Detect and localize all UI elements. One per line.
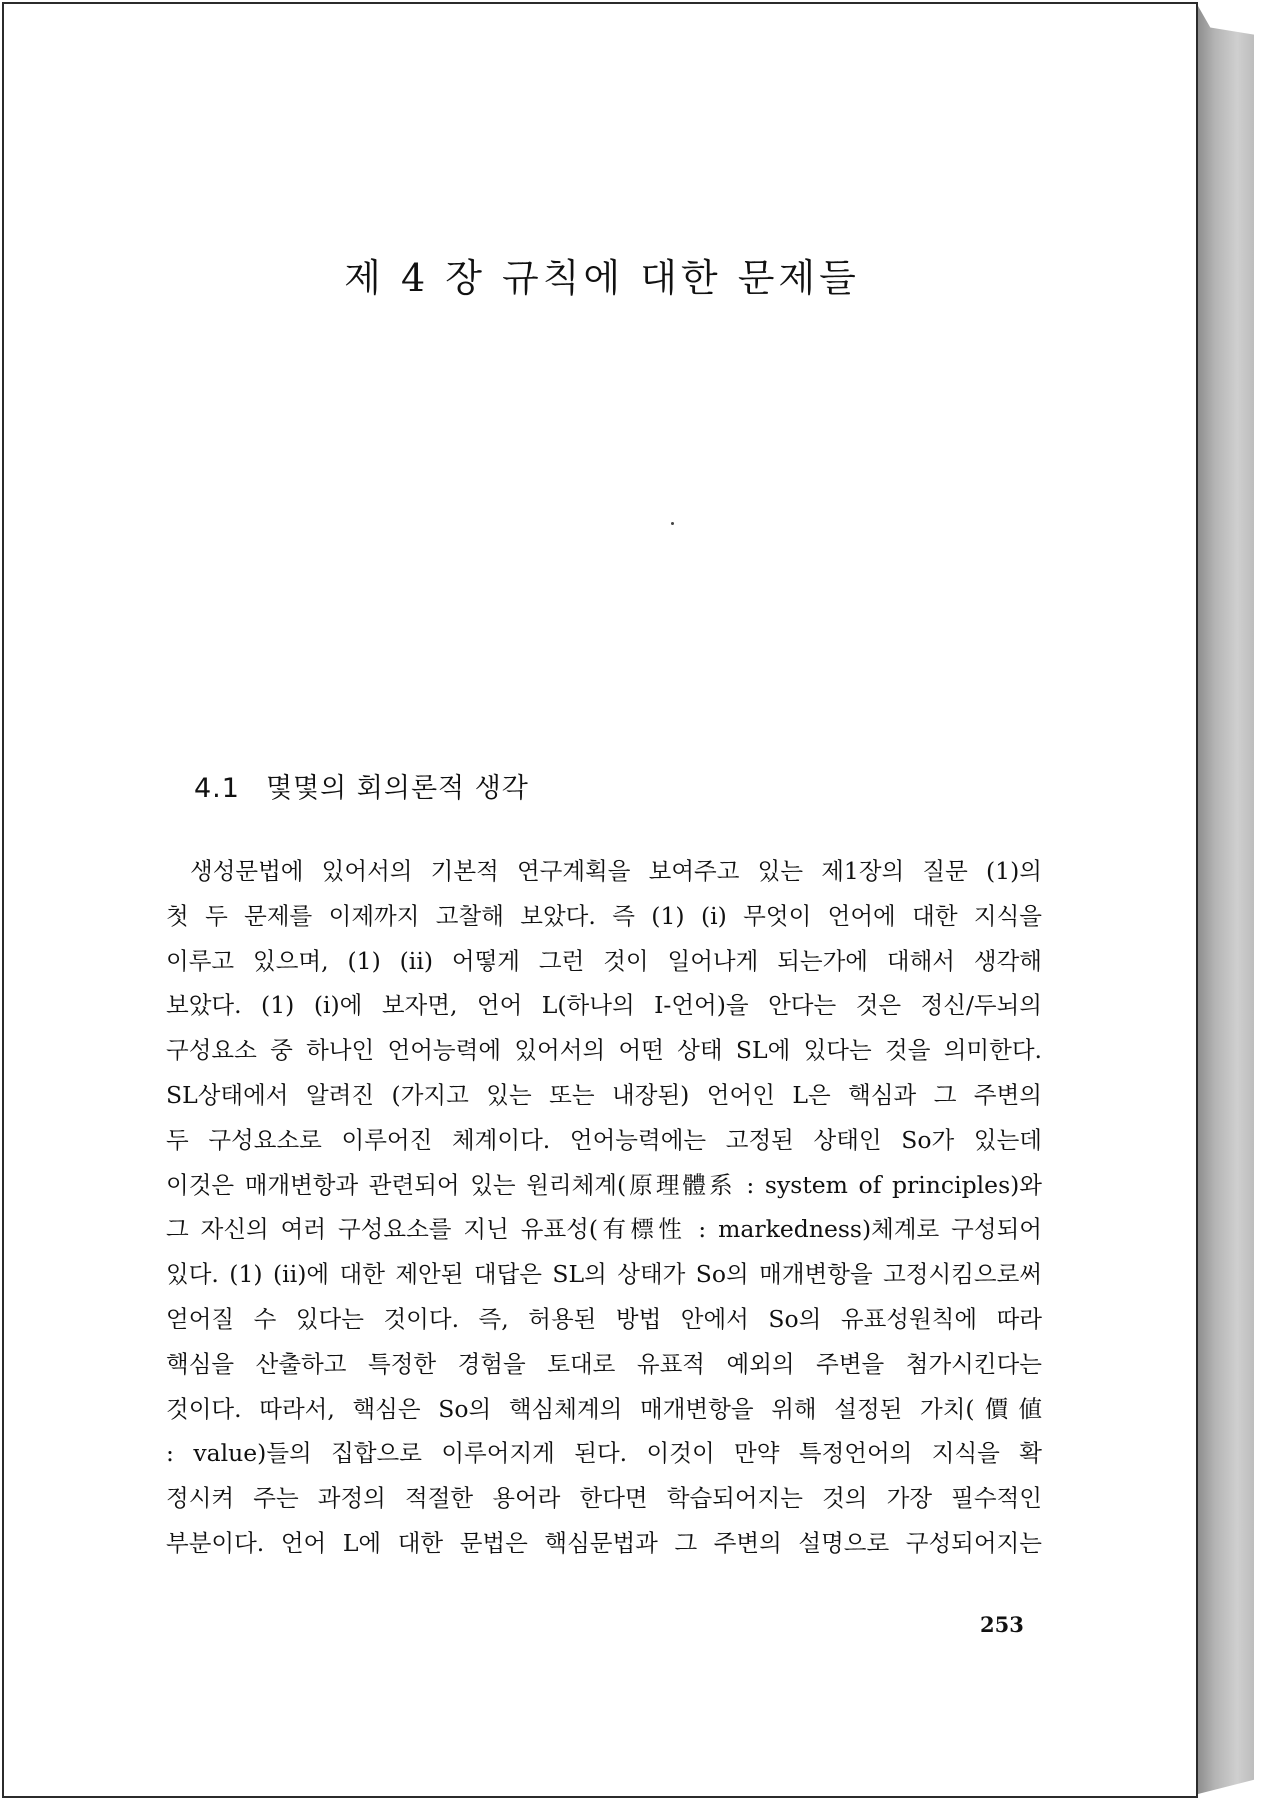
body-line: 얻어질 수 있다는 것이다. 즉, 허용된 방법 안에서 So의 유표성원칙에 따라 [166, 1304, 1042, 1333]
body-line: : value)들의 집합으로 이루어지게 된다. 이것이 만약 특정언어의 지식을 확 [166, 1439, 1042, 1468]
body-line: 첫 두 문제를 이제까지 고찰해 보았다. 즉 (1) (i) 무엇이 언어에 대한 지식을 [166, 901, 1042, 930]
body-line: 있다. (1) (ii)에 대한 제안된 대답은 SL의 상태가 So의 매개변항을 고정시킴으로써 [166, 1260, 1042, 1289]
body-line: 두 구성요소로 이루어진 체계이다. 언어능력에는 고정된 상태인 So가 있는데 [166, 1125, 1042, 1154]
body-line: 정시켜 주는 과정의 적절한 용어라 한다면 학습되어지는 것의 가장 필수적인 [166, 1484, 1042, 1513]
body-line: 구성요소 중 하나인 언어능력에 있어서의 어떤 상태 SL에 있다는 것을 의미한다. [166, 1036, 1042, 1065]
body-line: 핵심을 산출하고 특정한 경험을 토대로 유표적 예외의 주변을 첨가시킨다는 [166, 1349, 1042, 1378]
body-line: 이루고 있으며, (1) (ii) 어떻게 그런 것이 일어나게 되는가에 대해서 생각해 [166, 946, 1042, 975]
page-edge-shadow [1198, 6, 1254, 1794]
book-page [2, 2, 1198, 1798]
body-line: 그 자신의 여러 구성요소를 지닌 유표성(有標性 : markedness)체계로 구성되어 [166, 1215, 1042, 1244]
body-line: SL상태에서 알려진 (가지고 있는 또는 내장된) 언어인 L은 핵심과 그 주변의 [166, 1080, 1042, 1109]
body-line: 부분이다. 언어 L에 대한 문법은 핵심문법과 그 주변의 설명으로 구성되어지는 [166, 1528, 1042, 1557]
chapter-title: 제 4 장 규칙에 대한 문제들 [344, 256, 860, 301]
page-number: 253 [980, 1612, 1024, 1637]
body-line: 이것은 매개변항과 관련되어 있는 원리체계(原理體系 : system of principles)와 [166, 1170, 1042, 1199]
body-line: 것이다. 따라서, 핵심은 So의 핵심체계의 매개변항을 위해 설정된 가치(價値 [166, 1394, 1042, 1423]
section-title: 몇몇의 회의론적 생각 [265, 773, 529, 804]
section-heading [194, 766, 529, 805]
body-line: 생성문법에 있어서의 기본적 연구계획을 보여주고 있는 제1장의 질문 (1)의 [190, 857, 1042, 885]
page-speck [671, 522, 674, 525]
body-paragraph [166, 849, 1042, 1566]
section-number: 4.1 [194, 773, 240, 804]
body-line: 보았다. (1) (i)에 보자면, 언어 L(하나의 I-언어)을 안다는 것은 정신/두뇌의 [166, 991, 1042, 1020]
